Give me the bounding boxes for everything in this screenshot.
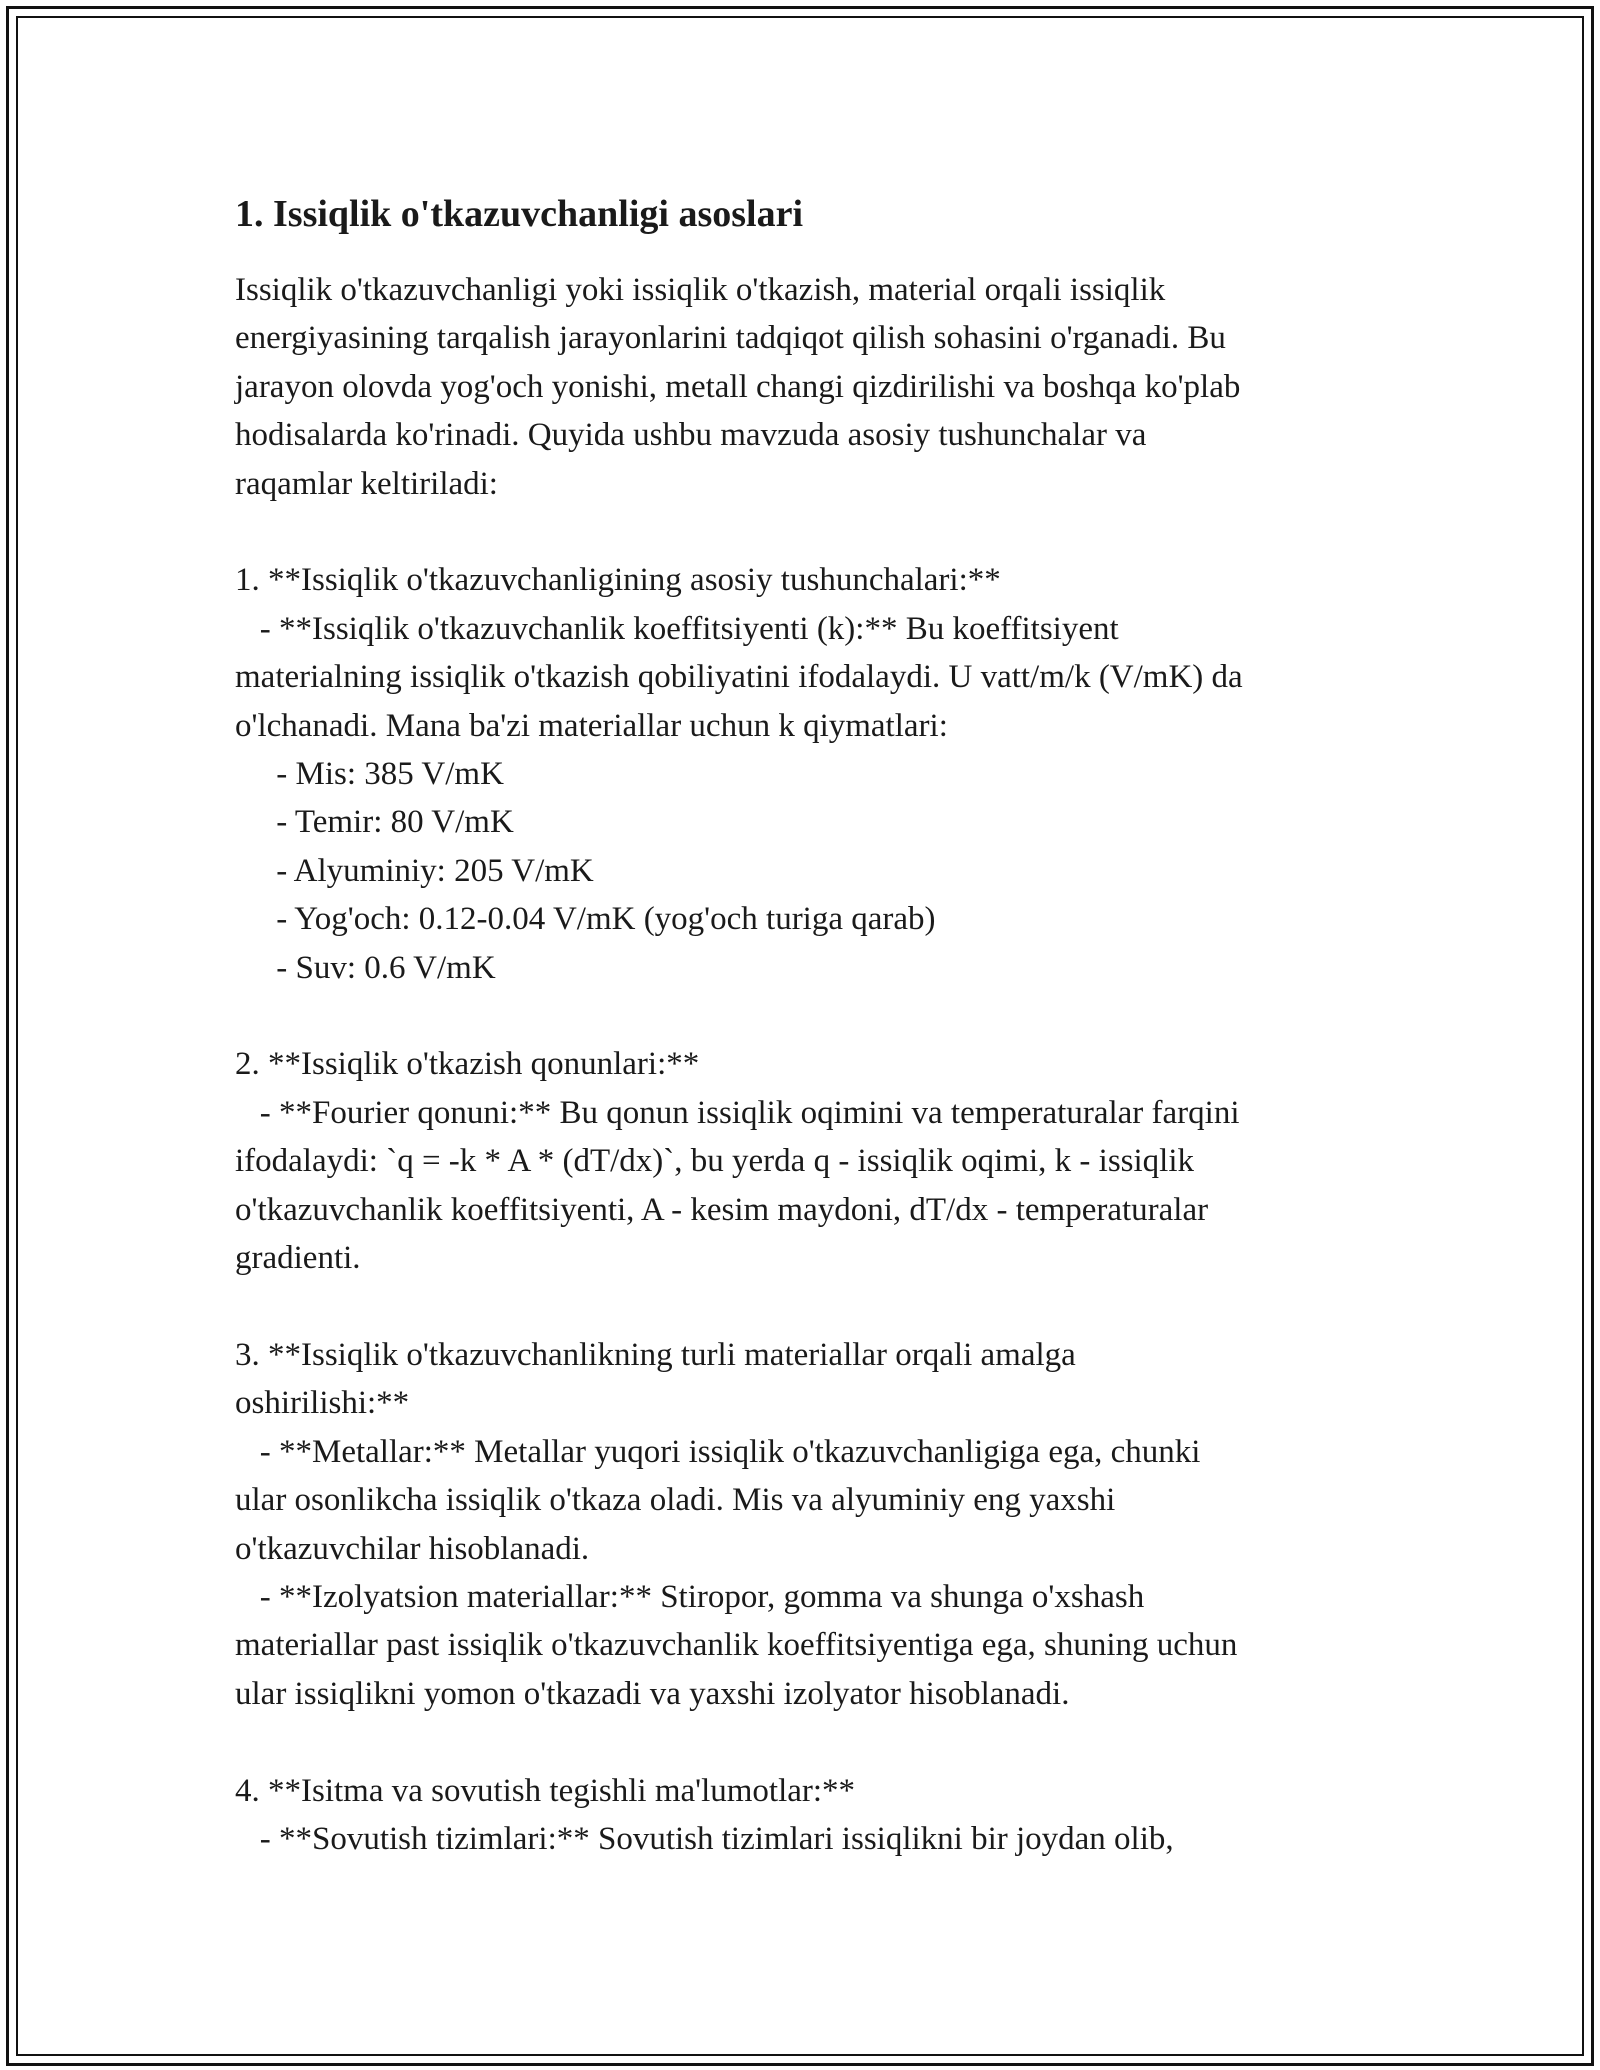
list-heading: 4. **Isitma va sovutish tegishli ma'lumotlar:**	[235, 1772, 856, 1809]
text-line: ular issiqlikni yomon o'tkazadi va yaxshi izolyator hisoblanadi.	[235, 1675, 1070, 1712]
blank-line	[235, 1718, 1365, 1766]
blank-line	[235, 1283, 1365, 1331]
text-line: jarayon olovda yog'och yonishi, metall changi qizdirilishi va boshqa ko'plab	[235, 368, 1241, 405]
list-heading: 3. **Issiqlik o'tkazuvchanlikning turli materiallar orqali amalga	[235, 1336, 1076, 1373]
list-item: - Suv: 0.6 V/mK	[235, 949, 496, 986]
list-heading: 1. **Issiqlik o'tkazuvchanligining asosiy tushunchalari:**	[235, 562, 1001, 599]
list-item: - Mis: 385 V/mK	[235, 756, 504, 793]
document-body	[235, 186, 1365, 1863]
blank-line	[235, 992, 1365, 1040]
list-section-1	[235, 556, 1365, 992]
text-line: o'lchanadi. Mana ba'zi materiallar uchun k qiymatlari:	[235, 707, 948, 744]
text-line: o'tkazuvchanlik koeffitsiyenti, A - kesim maydoni, dT/dx - temperaturalar	[235, 1191, 1209, 1228]
list-section-3	[235, 1331, 1365, 1718]
list-section-2	[235, 1040, 1365, 1282]
text-line: o'tkazuvchilar hisoblanadi.	[235, 1530, 590, 1567]
text-line: materiallar past issiqlik o'tkazuvchanlik koeffitsiyentiga ega, shuning uchun	[235, 1627, 1238, 1664]
text-line: Issiqlik o'tkazuvchanligi yoki issiqlik o'tkazish, material orqali issiqlik	[235, 272, 1166, 308]
text-line: - **Sovutish tizimlari:** Sovutish tizimlari issiqlikni bir joydan olib,	[235, 1820, 1174, 1857]
text-line: - **Izolyatsion materiallar:** Stiropor, gomma va shunga o'xshash	[235, 1578, 1145, 1615]
text-line: gradienti.	[235, 1240, 361, 1277]
text-line: ular osonlikcha issiqlik o'tkaza oladi. Mis va alyuminiy eng yaxshi	[235, 1482, 1116, 1519]
list-item: - Yog'och: 0.12-0.04 V/mK (yog'och turiga qarab)	[235, 901, 936, 938]
list-heading: 2. **Issiqlik o'tkazish qonunlari:**	[235, 1046, 700, 1083]
list-item: - Temir: 80 V/mK	[235, 804, 514, 841]
list-section-4	[235, 1767, 1365, 1864]
text-line: raqamlar keltiriladi:	[235, 465, 498, 502]
list-heading: oshirilishi:**	[235, 1385, 410, 1422]
intro-paragraph	[235, 266, 1365, 508]
text-line: energiyasining tarqalish jarayonlarini tadqiqot qilish sohasini o'rganadi. Bu	[235, 320, 1226, 357]
list-item: - Alyuminiy: 205 V/mK	[235, 852, 594, 889]
blank-line	[235, 508, 1365, 556]
text-line: - **Issiqlik o'tkazuvchanlik koeffitsiyenti (k):** Bu koeffitsiyent	[235, 610, 1119, 647]
section-heading: 1. Issiqlik o'tkazuvchanligi asoslari	[235, 193, 804, 235]
text-line: - **Fourier qonuni:** Bu qonun issiqlik oqimini va temperaturalar farqini	[235, 1094, 1240, 1131]
text-line: hodisalarda ko'rinadi. Quyida ushbu mavzuda asosiy tushunchalar va	[235, 417, 1147, 454]
text-line: ifodalaydi: `q = -k * A * (dT/dx)`, bu yerda q - issiqlik oqimi, k - issiqlik	[235, 1143, 1195, 1180]
text-line: materialning issiqlik o'tkazish qobiliyatini ifodalaydi. U vatt/m/k (V/mK) da	[235, 659, 1243, 696]
text-line: - **Metallar:** Metallar yuqori issiqlik o'tkazuvchanligiga ega, chunki	[235, 1433, 1201, 1470]
